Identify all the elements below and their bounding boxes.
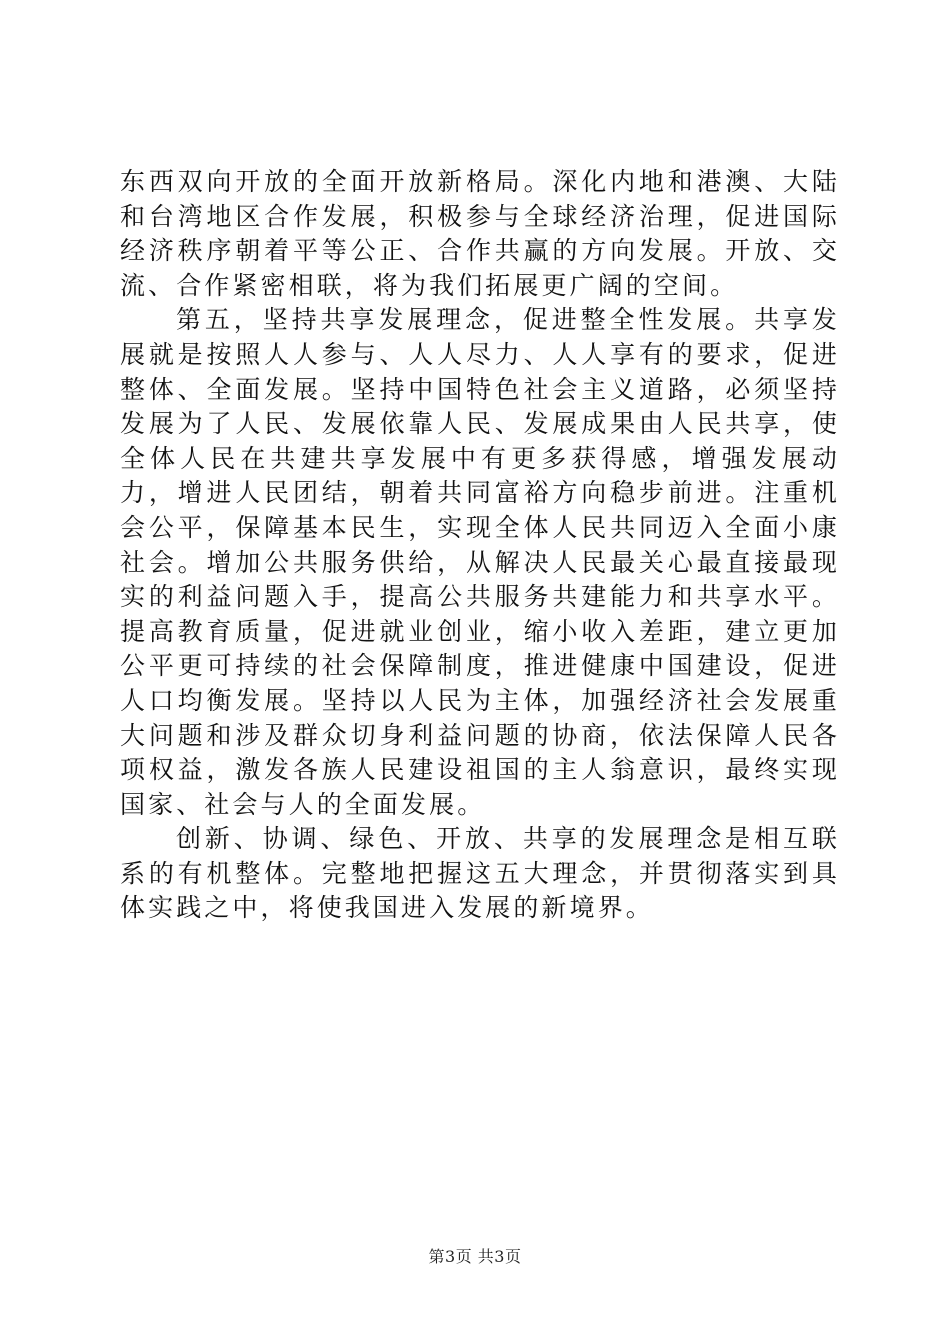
paragraph-conclusion: 创新、协调、绿色、开放、共享的发展理念是相互联系的有机整体。完整地把握这五大理念，并贯彻落实到具体实践之中，将使我国进入发展的新境界。 [120, 824, 840, 923]
page-number-footer: 第3页 共3页 [428, 1247, 522, 1266]
paragraph-shared-development: 第五，坚持共享发展理念，促进整全性发展。共享发展就是按照人人参与、人人尽力、人人享有的要求，促进整体、全面发展。坚持中国特色社会主义道路，必须坚持发展为了人民、发展依靠人民、发展成果由人民共享，使全体人民在共建共享发展中有更多获得感，增强发展动力，增进人民团结，朝着共同富裕方向稳步前进。注重机会公平，保障基本民生，实现全体人民共同迈入全面小康社会。增加公共服务供给，从解决人民最关心最直接最现实的利益问题入手，提高公共服务共建能力和共享水平。提高教育质量，促进就业创业，缩小收入差距，建立更加公平更可持续的社会保障制度，推进健康中国建设，促进人口均衡发展。坚持以人民为主体，加强经济社会发展重大问题和涉及群众切身利益问题的协商，依法保障人民各项权益，激发各族人民建设祖国的主人翁意识，最终实现国家、社会与人的全面发展。 [120, 305, 840, 819]
document-body [120, 165, 840, 926]
paragraph-opening-continuation: 东西双向开放的全面开放新格局。深化内地和港澳、大陆和台湾地区合作发展，积极参与全球经济治理，促进国际经济秩序朝着平等公正、合作共赢的方向发展。开放、交流、合作紧密相联，将为我们拓展更广阔的空间。 [120, 167, 840, 300]
